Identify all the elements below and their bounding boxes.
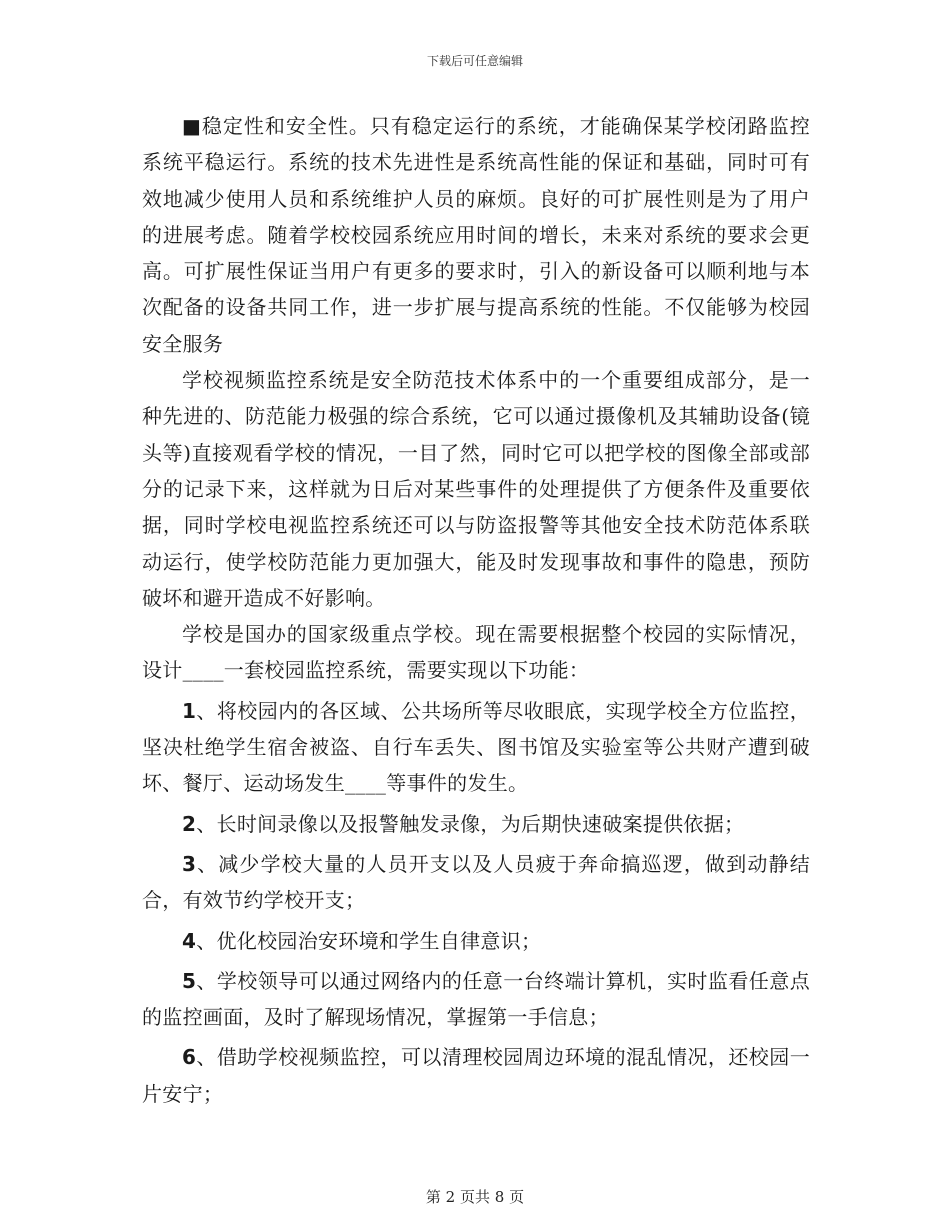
list-item bbox=[142, 923, 810, 959]
list-item bbox=[142, 963, 810, 1036]
page-header: 下载后可任意编辑 bbox=[426, 54, 523, 68]
list-item-number: 6 bbox=[182, 1045, 197, 1070]
list-item-text: 、减少学校大量的人员开支以及人员疲于奔命搞巡逻，做到动静结合，有效节约学校开支； bbox=[142, 851, 810, 913]
paragraph-school-intro: 学校是国办的国家级重点学校。现在需要根据整个校园的实际情况，设计____一套校园监控系统，需要实现以下功能： bbox=[142, 622, 810, 683]
list-item-text: 、借助学校视频监控，可以清理校园周边环境的混乱情况，还校园一片安宁； bbox=[142, 1045, 810, 1106]
list-item-text: 、优化校园治安环境和学生自律意识； bbox=[196, 928, 542, 953]
list-item bbox=[142, 693, 810, 802]
page-number-footer: 第 2 页共 8 页 bbox=[425, 1188, 525, 1206]
list-item-number: 1 bbox=[182, 698, 197, 723]
list-item bbox=[142, 806, 810, 842]
list-item-number: 3 bbox=[182, 851, 197, 876]
list-item-text: 、将校园内的各区域、公共场所等尽收眼底，实现学校全方位监控，坚决杜绝学生宿舍被盗、自行车丢失、图书馆及实验室等公共财产遭到破坏、餐厅、运动场发生____等事件的发生。 bbox=[142, 698, 810, 796]
paragraph-video-monitoring: 学校视频监控系统是安全防范技术体系中的一个重要组成部分，是一种先进的、防范能力极强的综合系统，它可以通过摄像机及其辅助设备(镜头等)直接观看学校的情况，一目了然，同时它可以把学校的图像全部或部分的记录下来，这样就为日后对某些事件的处理提供了方便条件及重要依据，同时学校电视监控系统还可以与防盗报警等其他安全技术防范体系联动运行，使学校防范能力更加强大，能及时发现事故和事件的隐患，预防破坏和避开造成不好影响。 bbox=[142, 368, 810, 610]
list-item-text: 、长时间录像以及报警触发录像，为后期快速破案提供依据； bbox=[196, 811, 745, 836]
list-item-number: 2 bbox=[182, 811, 197, 836]
document-body bbox=[142, 108, 810, 1112]
paragraph-stability: ■稳定性和安全性。只有稳定运行的系统，才能确保某学校闭路监控系统平稳运行。系统的技术先进性是系统高性能的保证和基础，同时可有效地减少使用人员和系统维护人员的麻烦。良好的可扩展性则是为了用户的进展考虑。随着学校校园系统应用时间的增长，未来对系统的要求会更高。可扩展性保证当用户有更多的要求时，引入的新设备可以顺利地与本次配备的设备共同工作，进一步扩展与提高系统的性能。不仅能够为校园安全服务 bbox=[142, 114, 810, 356]
list-item-number: 5 bbox=[182, 968, 197, 993]
list-item-number: 4 bbox=[182, 928, 197, 953]
list-item bbox=[142, 1039, 810, 1112]
list-item bbox=[142, 846, 810, 919]
list-item-text: 、学校领导可以通过网络内的任意一台终端计算机，实时监看任意点的监控画面，及时了解现场情况，掌握第一手信息； bbox=[142, 968, 810, 1030]
